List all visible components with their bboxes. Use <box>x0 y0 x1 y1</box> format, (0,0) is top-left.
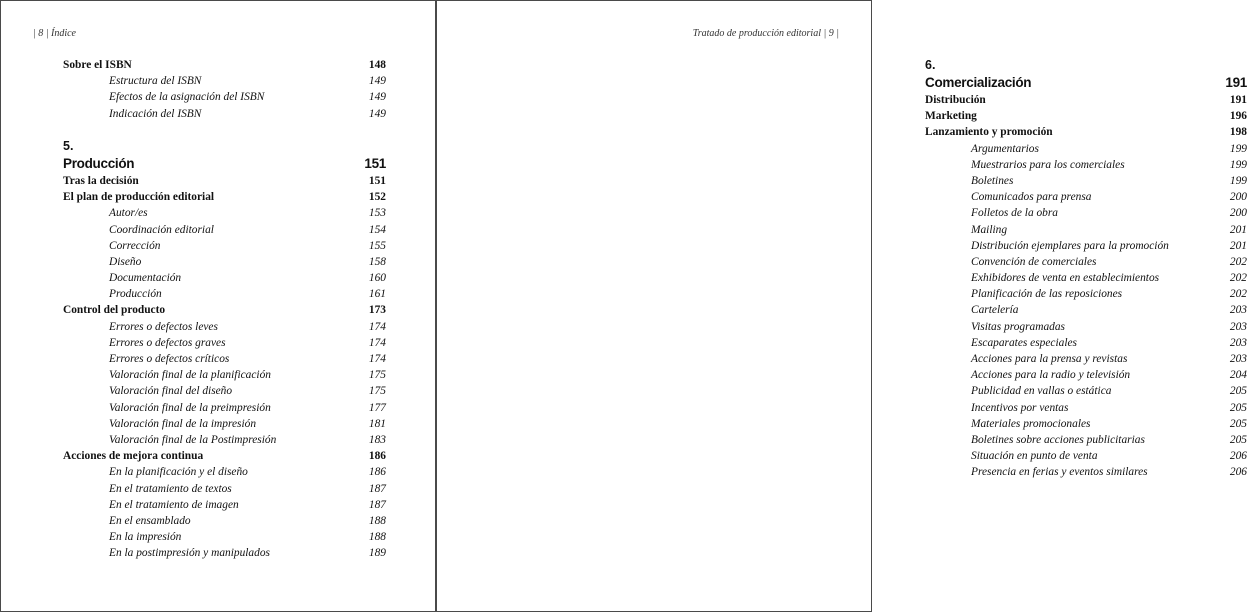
running-head-right: Tratado de producción editorial | 9 | <box>692 28 839 39</box>
running-head-left: | 8 | Índice <box>33 28 76 39</box>
toc-subsection-page: 154 <box>368 223 386 236</box>
toc-subsection <box>925 335 1247 351</box>
toc-subsection-page: 205 <box>1229 401 1247 414</box>
toc-subsection-page: 203 <box>1229 304 1247 317</box>
toc-section-title: Distribución <box>925 94 986 106</box>
toc-subsection-page: 203 <box>1229 353 1247 365</box>
toc-subsection <box>925 222 1247 238</box>
toc-section-page: 173 <box>368 304 386 317</box>
toc-subsection <box>63 432 386 448</box>
toc-subsection <box>925 416 1247 432</box>
toc-subsection-page: 175 <box>368 385 386 398</box>
toc-subsection <box>63 464 386 480</box>
toc-subsection <box>63 319 386 335</box>
toc-section-page: 191 <box>1229 94 1247 106</box>
toc-subsection-page: 183 <box>368 433 386 446</box>
toc-section <box>925 124 1247 140</box>
toc-subsection <box>63 416 386 432</box>
toc-subsection <box>925 432 1247 448</box>
toc-subsection-page: 188 <box>368 514 386 527</box>
left-page <box>0 0 436 612</box>
toc-subsection-title: Coordinación editorial <box>109 223 214 236</box>
toc-subsection-title: Materiales promocionales <box>971 417 1091 430</box>
toc-subsection-title: Errores o defectos graves <box>109 336 226 349</box>
toc-subsection <box>925 270 1247 286</box>
toc-subsection-title: Efectos de la asignación del ISBN <box>109 91 265 104</box>
toc-subsection <box>63 270 386 286</box>
toc-subsection <box>63 205 386 221</box>
toc-subsection-title: Errores o defectos críticos <box>109 353 230 365</box>
toc-section-title: Marketing <box>925 110 977 123</box>
toc-subsection-page: 200 <box>1229 191 1247 204</box>
toc-subsection <box>63 497 386 513</box>
toc-subsection-title: Documentación <box>109 272 182 285</box>
toc-subsection-title: En la planificación y el diseño <box>109 466 248 479</box>
toc-subsection-page: 189 <box>368 547 386 560</box>
toc-subsection <box>63 513 386 529</box>
toc-subsection-page: 149 <box>368 107 386 120</box>
toc-section-page: 152 <box>368 191 386 204</box>
toc-subsection <box>63 481 386 497</box>
toc-subsection-title: Indicación del ISBN <box>109 107 202 120</box>
toc-subsection-title: Visitas programadas <box>971 320 1065 333</box>
toc-subsection-page: 204 <box>1229 369 1247 382</box>
toc-subsection-title: Boletines sobre acciones publicitarias <box>971 433 1145 446</box>
toc-subsection <box>63 106 386 122</box>
toc-subsection-page: 201 <box>1229 239 1247 252</box>
toc-subsection-page: 155 <box>368 239 386 252</box>
toc-subsection <box>63 238 386 254</box>
toc-subsection-title: Escaparates especiales <box>971 336 1077 349</box>
toc-subsection-title: Argumentarios <box>971 142 1039 155</box>
toc-subsection-title: Valoración final de la Postimpresión <box>109 433 277 446</box>
toc-section <box>63 302 386 318</box>
toc-subsection-page: 203 <box>1229 336 1247 349</box>
toc-subsection-page: 153 <box>368 207 386 220</box>
toc-subsection-title: Boletines <box>971 174 1014 187</box>
toc-subsection-title: Valoración final de la planificación <box>109 369 271 382</box>
toc-subsection-page: 202 <box>1229 255 1247 268</box>
toc-section <box>63 173 386 189</box>
toc-subsection <box>63 89 386 105</box>
toc-subsection-title: Autor/es <box>109 207 148 220</box>
chapter-number: 6. <box>925 58 936 72</box>
toc-chapter-title: Comercialización <box>925 75 1032 90</box>
toc-subsection <box>63 335 386 351</box>
toc-subsection-title: En la impresión <box>109 531 182 544</box>
toc-subsection-page: 188 <box>368 531 386 544</box>
toc-left <box>63 57 386 561</box>
toc-subsection <box>925 367 1247 383</box>
toc-subsection <box>925 173 1247 189</box>
toc-subsection-title: Publicidad en vallas o estática <box>971 385 1112 398</box>
toc-subsection-page: 158 <box>368 255 386 268</box>
toc-subsection <box>63 254 386 270</box>
right-page <box>436 0 1247 612</box>
toc-subsection <box>63 351 386 367</box>
toc-subsection-page: 187 <box>368 498 386 511</box>
toc-subsection-page: 174 <box>368 336 386 349</box>
toc-subsection-page: 205 <box>1229 385 1247 398</box>
toc-subsection-title: Diseño <box>109 255 142 268</box>
toc-subsection-page: 181 <box>368 417 386 430</box>
toc-subsection-title: Valoración final del diseño <box>109 385 233 398</box>
toc-subsection <box>925 400 1247 416</box>
toc-subsection-page: 174 <box>368 353 386 365</box>
toc-subsection-page: 161 <box>368 288 386 301</box>
toc-section-page: 196 <box>1229 110 1247 123</box>
toc-subsection <box>63 400 386 416</box>
toc-chapter <box>63 155 386 173</box>
toc-section-title: Lanzamiento y promoción <box>925 126 1053 139</box>
toc-subsection <box>63 545 386 561</box>
toc-subsection-title: Mailing <box>971 223 1008 236</box>
toc-subsection-page: 205 <box>1229 417 1247 430</box>
toc-subsection-title: Distribución ejemplares para la promoción <box>971 239 1169 252</box>
toc-subsection-title: Errores o defectos leves <box>109 320 218 333</box>
toc-right <box>925 57 1247 481</box>
toc-subsection <box>63 73 386 89</box>
toc-subsection <box>925 448 1247 464</box>
toc-chapter-title: Producción <box>63 155 135 171</box>
toc-subsection-page: 202 <box>1229 288 1247 301</box>
toc-subsection <box>63 529 386 545</box>
toc-section-page: 148 <box>368 59 386 71</box>
toc-subsection <box>925 238 1247 254</box>
toc-subsection <box>925 383 1247 399</box>
toc-subsection-title: Exhibidores de venta en establecimientos <box>971 272 1160 285</box>
toc-section-title: Sobre el ISBN <box>63 59 132 71</box>
toc-subsection <box>925 286 1247 302</box>
toc-subsection-title: Convención de comerciales <box>971 255 1097 268</box>
toc-subsection <box>925 141 1247 157</box>
toc-subsection <box>925 189 1247 205</box>
toc-subsection-title: Presencia en ferias y eventos similares <box>971 466 1148 479</box>
toc-section-page: 151 <box>368 174 386 187</box>
toc-subsection-page: 187 <box>368 482 386 495</box>
toc-subsection-title: En el tratamiento de textos <box>109 482 232 495</box>
toc-section-title: El plan de producción editorial <box>63 191 215 204</box>
toc-subsection <box>925 157 1247 173</box>
toc-subsection-title: En el tratamiento de imagen <box>109 498 239 511</box>
toc-subsection <box>925 351 1247 367</box>
toc-spacer <box>63 122 386 138</box>
toc-subsection-title: Acciones para la prensa y revistas <box>971 353 1128 365</box>
toc-chapter <box>925 74 1247 92</box>
toc-subsection-page: 205 <box>1229 433 1247 446</box>
toc-subsection-page: 186 <box>368 466 386 479</box>
toc-subsection-page: 175 <box>368 369 386 382</box>
toc-subsection <box>63 383 386 399</box>
toc-subsection-page: 199 <box>1229 142 1247 155</box>
toc-subsection <box>925 205 1247 221</box>
toc-subsection-title: Valoración final de la impresión <box>109 417 257 430</box>
toc-subsection-page: 206 <box>1229 466 1247 479</box>
toc-subsection-title: Planificación de las reposiciones <box>971 288 1123 301</box>
toc-section <box>925 108 1247 124</box>
toc-subsection-page: 174 <box>368 320 386 333</box>
toc-subsection-page: 203 <box>1229 320 1247 333</box>
toc-subsection-page: 200 <box>1229 207 1247 220</box>
toc-subsection-page: 160 <box>368 272 386 285</box>
toc-section-page: 186 <box>368 450 386 463</box>
toc-subsection-title: Estructura del ISBN <box>109 75 202 88</box>
toc-section-page: 198 <box>1229 126 1247 139</box>
toc-subsection-title: Acciones para la radio y televisión <box>971 369 1131 382</box>
toc-subsection-title: Folletos de la obra <box>971 207 1059 220</box>
toc-subsection <box>925 464 1247 480</box>
toc-chapter-page: 151 <box>364 155 386 171</box>
toc-subsection <box>63 222 386 238</box>
toc-subsection-title: Cartelería <box>971 304 1019 317</box>
toc-subsection-title: Muestrarios para los comerciales <box>971 158 1125 171</box>
toc-subsection <box>63 286 386 302</box>
toc-section-title: Tras la decisión <box>63 174 139 187</box>
toc-subsection-page: 199 <box>1229 158 1247 171</box>
toc-section <box>63 448 386 464</box>
toc-section-title: Acciones de mejora continua <box>63 450 204 463</box>
toc-subsection-page: 201 <box>1229 223 1247 236</box>
toc-section-title: Control del producto <box>63 304 166 317</box>
toc-chapter-page: 191 <box>1225 75 1247 90</box>
toc-section <box>63 189 386 205</box>
toc-subsection-title: Situación en punto de venta <box>971 450 1098 463</box>
toc-subsection <box>925 254 1247 270</box>
toc-subsection-title: Incentivos por ventas <box>971 401 1069 414</box>
toc-subsection-title: Corrección <box>109 239 161 252</box>
toc-subsection-page: 199 <box>1229 174 1247 187</box>
toc-subsection-page: 206 <box>1229 450 1247 463</box>
toc-subsection-title: Valoración final de la preimpresión <box>109 401 271 414</box>
toc-subsection-page: 202 <box>1229 272 1247 285</box>
toc-subsection-page: 149 <box>368 91 386 104</box>
toc-subsection-title: En el ensamblado <box>109 514 191 527</box>
toc-subsection-title: Comunicados para prensa <box>971 191 1092 204</box>
toc-section <box>925 92 1247 108</box>
toc-subsection <box>925 302 1247 318</box>
toc-subsection <box>63 367 386 383</box>
toc-subsection <box>925 319 1247 335</box>
toc-subsection-title: Producción <box>109 288 162 301</box>
toc-subsection-page: 149 <box>368 75 386 88</box>
toc-section <box>63 57 386 73</box>
toc-subsection-page: 177 <box>368 401 386 414</box>
chapter-number: 5. <box>63 138 74 153</box>
toc-subsection-title: En la postimpresión y manipulados <box>109 547 270 560</box>
